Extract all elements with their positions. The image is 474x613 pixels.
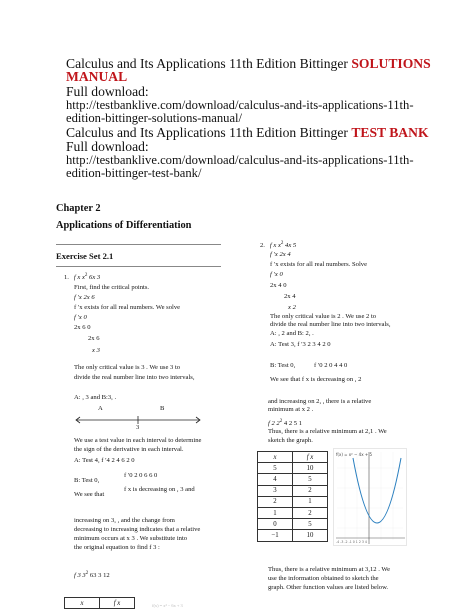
table-row xyxy=(258,507,328,518)
problem-number: 1. xyxy=(64,274,69,282)
table-row xyxy=(258,519,328,530)
divider-bottom xyxy=(56,266,221,267)
text-line: minimum occurs at x 3 . We substitute into xyxy=(74,535,188,542)
chapter-title: Chapter 2 xyxy=(56,203,101,214)
math-line xyxy=(74,570,110,580)
table-header: f x xyxy=(100,598,135,609)
test-bank-label: TEST BANK xyxy=(351,125,429,140)
function-table-left xyxy=(64,597,135,609)
graph-frame xyxy=(334,449,407,546)
text-line: We see that f x is decreasing on , 2 xyxy=(270,376,362,383)
math-text: f 2 2 xyxy=(268,420,280,428)
math-line: 2x 6 xyxy=(88,335,100,342)
math-line: f ′x 0 xyxy=(270,271,283,278)
divider-top xyxy=(56,244,221,245)
math-line: f ′x 2x 6 xyxy=(74,294,95,301)
problem-2 xyxy=(260,240,296,250)
function-table-right xyxy=(257,451,328,542)
math-line: B: Test 0, xyxy=(270,362,296,369)
math-line: f ′0 2 0 6 6 0 xyxy=(124,472,158,479)
text-line: divide the real number line into two intervals, xyxy=(74,374,195,381)
text-line: f x is decreasing on , 3 and xyxy=(124,486,195,493)
exponent: 2 xyxy=(84,273,88,278)
table-row xyxy=(258,496,328,507)
table-cell: 0 xyxy=(258,519,293,530)
table-header: f x xyxy=(293,452,328,463)
table-row xyxy=(258,485,328,496)
solutions-link-line-1[interactable]: http://testbanklive.com/download/calculus-and-its-applications-11th- xyxy=(66,98,414,112)
table-header: x xyxy=(65,598,100,609)
text-line: and increasing on 2, , there is a relative xyxy=(268,398,372,405)
function-rest: 6x 3 xyxy=(87,274,101,282)
problem-1 xyxy=(64,272,100,282)
math-line: f ′x 0 xyxy=(74,314,87,321)
header-line-3 xyxy=(66,125,429,140)
math-rest: 63 3 12 xyxy=(88,572,110,580)
table-cell: 3 xyxy=(258,485,293,496)
exponent: 2 xyxy=(85,571,89,576)
math-line: A: Test 4, f ′4 2 4 6 2 0 xyxy=(74,457,135,464)
math-line: f ′x 2x 4 xyxy=(270,251,291,258)
table-cell: 5 xyxy=(258,463,293,474)
text-line: use the information obtained to sketch the xyxy=(268,575,379,582)
table-cell: 5 xyxy=(293,519,328,530)
math-line: A: Test 3, f ′3 2 3 4 2 0 xyxy=(270,341,331,348)
graph-tick-labels xyxy=(336,540,367,544)
header-title-text: Calculus and Its Applications 11th Edition Bittinger xyxy=(66,56,348,71)
text-line: A: , 3 and B:3, . xyxy=(74,394,117,401)
math-line: x 2 xyxy=(288,304,296,311)
solutions-label: SOLUTIONS xyxy=(351,56,431,71)
text-line: The only critical value is 3 . We use 3 to xyxy=(74,364,181,371)
test-bank-link-line-2[interactable]: edition-bittinger-test-bank/ xyxy=(66,166,202,180)
text-line: the sign of the derivative in each interval. xyxy=(74,446,184,453)
text-line: A: , 2 and B: 2, . xyxy=(270,330,314,337)
header-title-text-2: Calculus and Its Applications 11th Edition Bittinger xyxy=(66,125,348,140)
text-line: We see that xyxy=(74,491,105,498)
table-cell: 10 xyxy=(293,463,328,474)
exponent: 2 xyxy=(280,241,284,246)
table-cell: 10 xyxy=(293,530,328,541)
table-header: x xyxy=(258,452,293,463)
text-line: the original equation to find f 3 : xyxy=(74,544,160,551)
text-line: Thus, there is a relative minimum at 2,1 . We xyxy=(268,428,387,435)
test-bank-link-line-1[interactable]: http://testbanklive.com/download/calculus-and-its-applications-11th- xyxy=(66,153,414,167)
critical-value-label: 3 xyxy=(136,424,140,431)
math-line: f ′0 2 0 4 4 0 xyxy=(314,362,348,369)
exercise-set-heading: Exercise Set 2.1 xyxy=(56,251,114,261)
manual-label: MANUAL xyxy=(66,69,128,84)
full-download-label-2: Full download: xyxy=(66,139,149,154)
interval-a-label: A xyxy=(98,405,103,412)
text-line: minimum at x 2 . xyxy=(268,406,314,413)
svg-text:-4 -3 -2 -1 0 1 2 3 4: -4 -3 -2 -1 0 1 2 3 4 xyxy=(336,540,367,544)
text-line: The only critical value is 2 . We use 2 to xyxy=(270,313,377,320)
math-line: B: Test 0, xyxy=(74,477,100,484)
graph-label: f(x) = x² − 4x + 5 xyxy=(336,452,373,457)
table-cell: −1 xyxy=(258,530,293,541)
text-line: First, find the critical points. xyxy=(74,284,150,291)
text-line: increasing on 3, , and the change from xyxy=(74,517,175,524)
math-line: 2x 4 0 xyxy=(270,282,287,289)
table-row xyxy=(258,463,328,474)
text-line: graph. Other function values are listed below. xyxy=(268,584,389,591)
text-line: decreasing to increasing indicates that a relative xyxy=(74,526,201,533)
math-line: 2x 4 xyxy=(284,293,296,300)
math-line: 2x 6 0 xyxy=(74,324,91,331)
full-download-label-1: Full download: xyxy=(66,84,149,99)
math-line xyxy=(268,418,302,428)
text-line: f ′x exists for all real numbers. We solve xyxy=(74,304,181,311)
table-cell: 4 xyxy=(258,474,293,485)
table-cell: 2 xyxy=(293,507,328,518)
math-rest: 4 2 5 1 xyxy=(282,420,303,428)
exponent: 2 xyxy=(279,419,283,424)
table-cell: 2 xyxy=(293,485,328,496)
text-line: divide the real number line into two intervals, xyxy=(270,321,391,328)
function-rest: 4x 5 xyxy=(283,242,297,250)
table-cell: 5 xyxy=(293,474,328,485)
problem-number: 2. xyxy=(260,242,265,250)
chapter-subtitle: Applications of Differentiation xyxy=(56,220,192,231)
math-text: f 3 3 xyxy=(74,572,86,580)
interval-b-label: B xyxy=(160,405,165,412)
parabola-graph xyxy=(333,448,407,546)
function-text: f x x xyxy=(269,242,281,250)
math-line: x 3 xyxy=(92,347,100,354)
function-text: f x x xyxy=(73,274,85,282)
text-line: We use a test value in each interval to determine xyxy=(74,437,202,444)
table-row xyxy=(258,474,328,485)
solutions-link-line-2[interactable]: edition-bittinger-solutions-manual/ xyxy=(66,111,243,125)
table-cell: 2 xyxy=(258,496,293,507)
table-cell: 1 xyxy=(293,496,328,507)
text-line: sketch the graph. xyxy=(268,437,313,444)
text-line: Thus, there is a relative minimum at 3,12 . We xyxy=(268,566,391,573)
text-line: f ′x exists for all real numbers. Solve xyxy=(270,261,368,268)
table-cell: 1 xyxy=(258,507,293,518)
faint-footer-text: f(x) = x² − 6x + 3 xyxy=(152,603,183,608)
table-row xyxy=(258,530,328,541)
